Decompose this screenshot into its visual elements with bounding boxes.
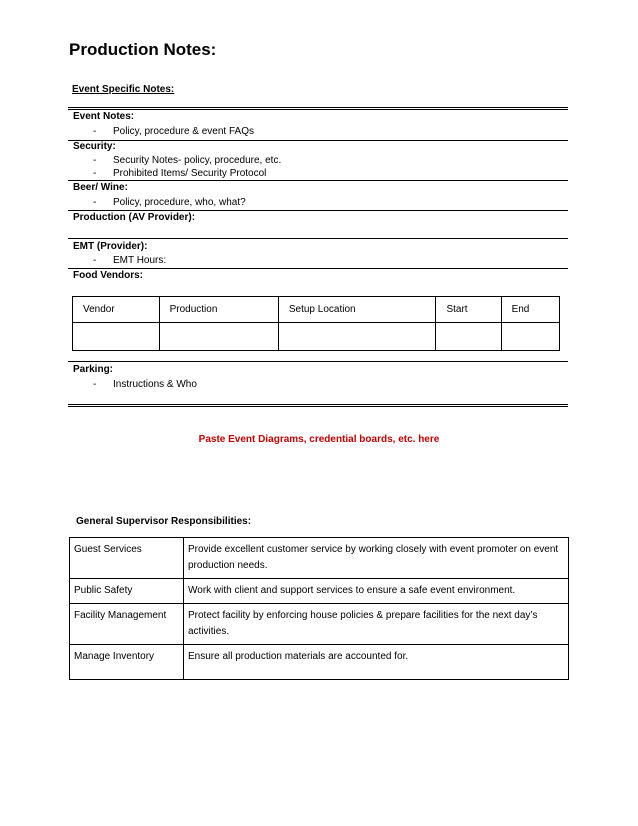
vendors-cell[interactable] bbox=[278, 323, 436, 351]
role-cell: Manage Inventory bbox=[70, 645, 184, 680]
vendors-table bbox=[72, 296, 560, 351]
paste-diagrams-note: Paste Event Diagrams, credential boards, etc. here bbox=[198, 434, 440, 445]
security-item-text: Prohibited Items/ Security Protocol bbox=[113, 168, 267, 179]
vendors-header-cell: Setup Location bbox=[278, 297, 436, 323]
vendors-header-row bbox=[73, 297, 560, 323]
event-notes-item-text: Policy, procedure & event FAQs bbox=[113, 126, 254, 137]
description-cell: Work with client and support services to ensure a safe event environment. bbox=[184, 579, 569, 604]
table-row bbox=[70, 538, 569, 579]
vendors-header-cell: End bbox=[501, 297, 559, 323]
table-row bbox=[70, 579, 569, 604]
parking-label: Parking: bbox=[73, 364, 114, 375]
divider bbox=[68, 238, 568, 239]
divider bbox=[68, 268, 568, 269]
table-row bbox=[70, 645, 569, 680]
parking-item-text: Instructions & Who bbox=[113, 379, 197, 390]
divider bbox=[68, 140, 568, 141]
description-cell: Ensure all production materials are accounted for. bbox=[184, 645, 569, 680]
vendors-header-cell: Vendor bbox=[73, 297, 160, 323]
page-title: Production Notes: bbox=[69, 40, 217, 59]
vendors-cell[interactable] bbox=[501, 323, 559, 351]
emt-label: EMT (Provider): bbox=[73, 241, 148, 252]
bullet-dash: - bbox=[93, 379, 97, 390]
role-cell: Public Safety bbox=[70, 579, 184, 604]
food-vendors-label: Food Vendors: bbox=[73, 270, 143, 281]
divider bbox=[68, 404, 568, 405]
emt-item-text: EMT Hours: bbox=[113, 255, 167, 266]
beer-wine-item bbox=[93, 197, 246, 208]
security-label: Security: bbox=[73, 141, 116, 152]
vendors-cell[interactable] bbox=[159, 323, 278, 351]
description-cell: Provide excellent customer service by working closely with event promoter on event production needs. bbox=[184, 538, 569, 579]
beer-wine-item-text: Policy, procedure, who, what? bbox=[113, 197, 246, 208]
role-cell: Guest Services bbox=[70, 538, 184, 579]
vendors-header-cell: Start bbox=[436, 297, 501, 323]
production-label: Production (AV Provider): bbox=[73, 212, 196, 223]
event-notes-label: Event Notes: bbox=[73, 111, 135, 122]
divider bbox=[68, 361, 568, 362]
vendors-cell[interactable] bbox=[436, 323, 501, 351]
event-specific-notes-heading: Event Specific Notes: bbox=[72, 84, 175, 95]
description-cell: Protect facility by enforcing house policies & prepare facilities for the next day’s activities. bbox=[184, 604, 569, 645]
divider bbox=[68, 107, 568, 108]
vendors-header-cell: Production bbox=[159, 297, 278, 323]
security-item bbox=[93, 168, 266, 179]
beer-wine-label: Beer/ Wine: bbox=[73, 182, 128, 193]
responsibilities-heading: General Supervisor Responsibilities: bbox=[76, 516, 252, 527]
bullet-dash: - bbox=[93, 155, 97, 166]
responsibilities-table bbox=[69, 537, 569, 680]
vendors-cell[interactable] bbox=[73, 323, 160, 351]
bullet-dash: - bbox=[93, 168, 97, 179]
role-cell: Facility Management bbox=[70, 604, 184, 645]
bullet-dash: - bbox=[93, 126, 97, 137]
divider bbox=[68, 180, 568, 181]
security-item-text: Security Notes- policy, procedure, etc. bbox=[113, 155, 282, 166]
security-item bbox=[93, 155, 281, 166]
bullet-dash: - bbox=[93, 197, 97, 208]
divider bbox=[68, 210, 568, 211]
table-row bbox=[70, 604, 569, 645]
event-notes-item bbox=[93, 126, 254, 137]
bullet-dash: - bbox=[93, 255, 97, 266]
emt-item bbox=[93, 255, 166, 266]
vendors-blank-row bbox=[73, 323, 560, 351]
parking-item bbox=[93, 379, 197, 390]
